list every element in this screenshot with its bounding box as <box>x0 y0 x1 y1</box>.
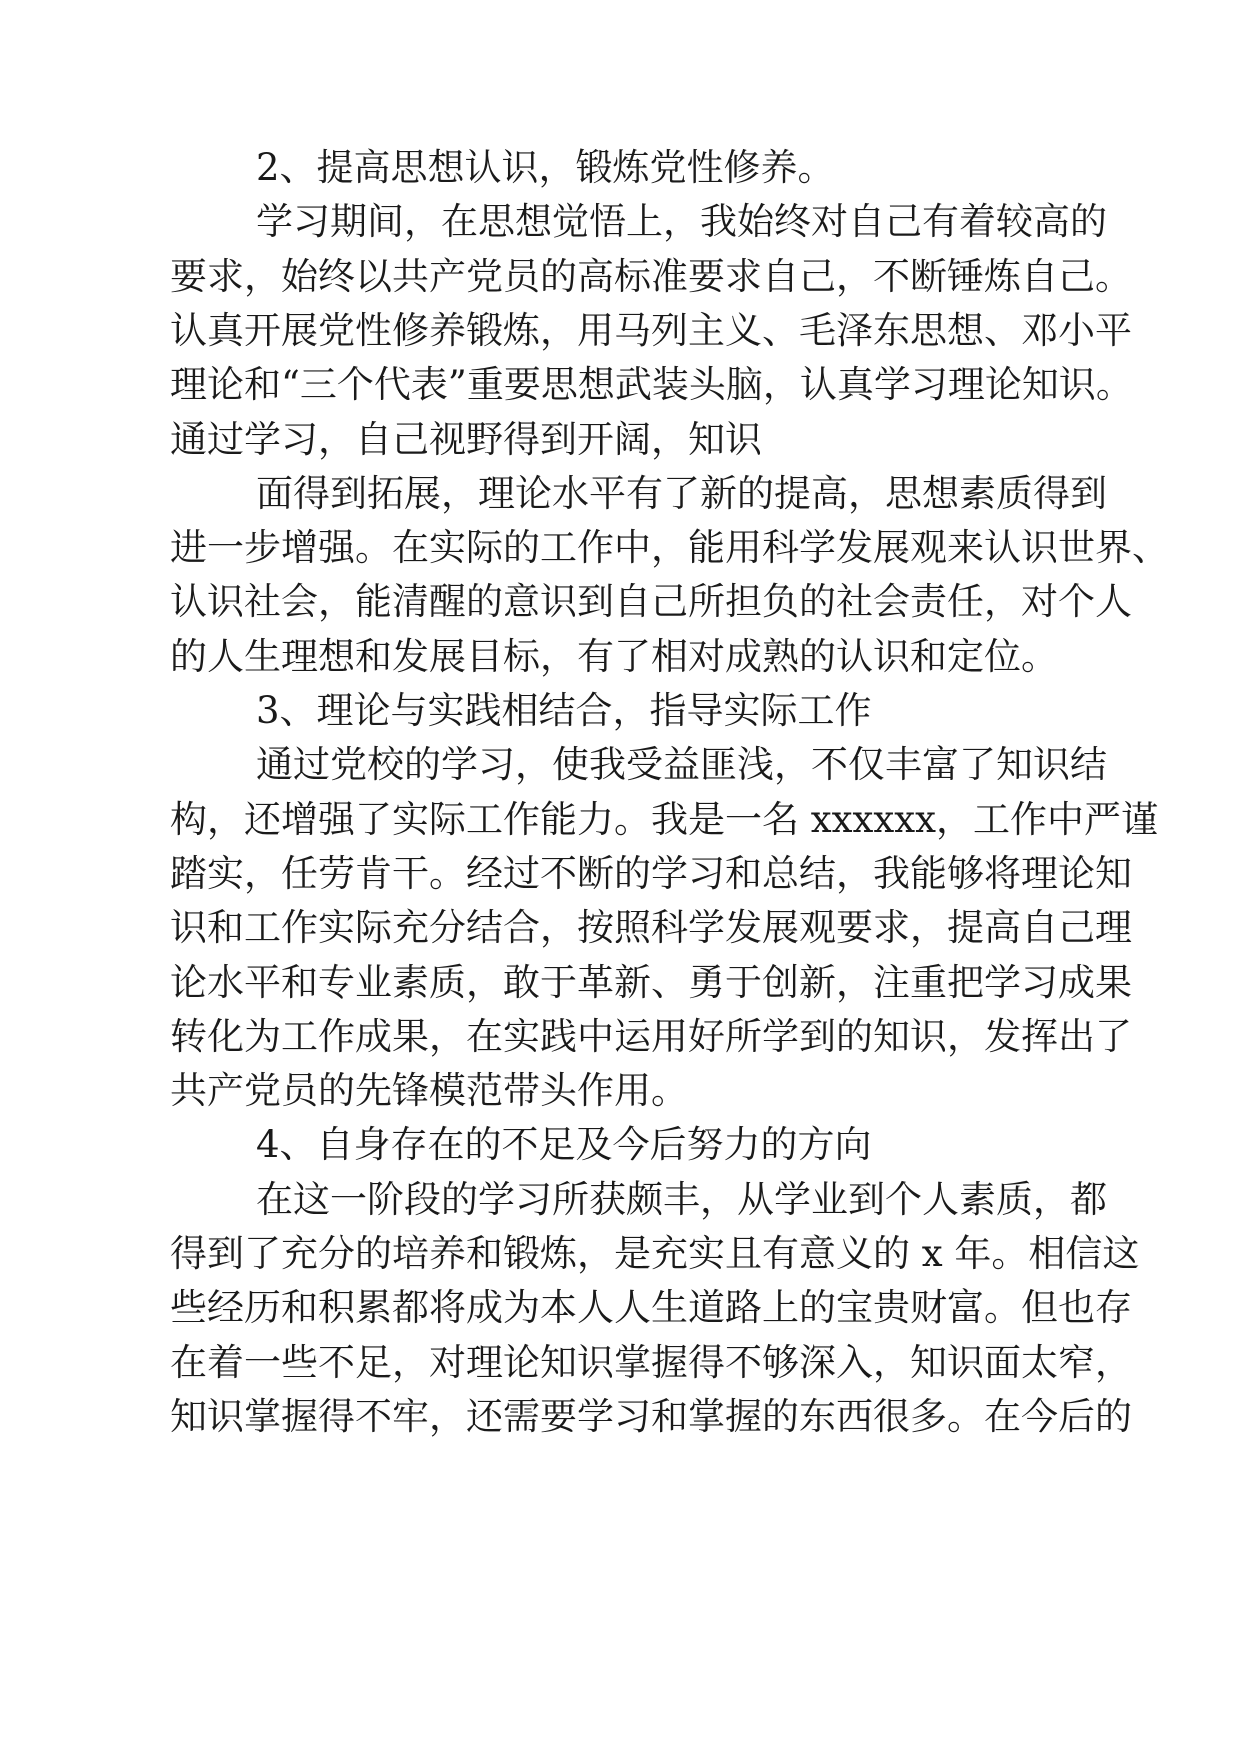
paragraph-line: 论水平和专业素质，敢于革新、勇于创新，注重把学习成果 <box>170 961 1132 1004</box>
paragraph-line: 理论和“三个代表”重要思想武装头脑，认真学习理论知识。 <box>170 363 1133 406</box>
paragraph-line: 学习期间，在思想觉悟上，我始终对自己有着较高的 <box>256 200 1107 243</box>
paragraph-line: 通过党校的学习，使我受益匪浅，不仅丰富了知识结 <box>256 743 1107 786</box>
heading-3: 3、理论与实践相结合，指导实际工作 <box>256 689 872 732</box>
paragraph-line: 共产党员的先锋模范带头作用。 <box>170 1069 688 1112</box>
paragraph-line: 转化为工作成果，在实践中运用好所学到的知识，发挥出了 <box>170 1015 1132 1058</box>
paragraph-line: 得到了充分的培养和锻炼，是充实且有意义的 x 年。相信这 <box>170 1232 1140 1275</box>
paragraph-line: 要求，始终以共产党员的高标准要求自己，不断锤炼自己。 <box>170 255 1132 298</box>
paragraph-line: 构，还增强了实际工作能力。我是一名 xxxxxx，工作中严谨 <box>170 798 1158 841</box>
paragraph-line: 知识掌握得不牢，还需要学习和掌握的东西很多。在今后的 <box>170 1395 1132 1438</box>
paragraph-line: 在着一些不足，对理论知识掌握得不够深入，知识面太窄， <box>170 1341 1132 1384</box>
paragraph-line: 些经历和积累都将成为本人人生道路上的宝贵财富。但也存 <box>170 1286 1132 1329</box>
paragraph-line: 识和工作实际充分结合，按照科学发展观要求，提高自己理 <box>170 906 1132 949</box>
paragraph-line: 面得到拓展，理论水平有了新的提高，思想素质得到 <box>256 472 1107 515</box>
paragraph-line: 的人生理想和发展目标，有了相对成熟的认识和定位。 <box>170 635 1058 678</box>
paragraph-line: 进一步增强。在实际的工作中，能用科学发展观来认识世界、 <box>170 526 1169 569</box>
paragraph-line: 认识社会，能清醒的意识到自己所担负的社会责任，对个人 <box>170 580 1132 623</box>
paragraph-line: 踏实，任劳肯干。经过不断的学习和总结，我能够将理论知 <box>170 852 1132 895</box>
heading-2: 2、提高思想认识，锻炼党性修养。 <box>256 146 835 189</box>
paragraph-line: 认真开展党性修养锻炼，用马列主义、毛泽东思想、邓小平 <box>170 309 1132 352</box>
paragraph-line: 在这一阶段的学习所获颇丰，从学业到个人素质，都 <box>256 1178 1107 1221</box>
heading-4: 4、自身存在的不足及今后努力的方向 <box>256 1123 872 1166</box>
paragraph-line: 通过学习，自己视野得到开阔，知识 <box>170 418 762 461</box>
